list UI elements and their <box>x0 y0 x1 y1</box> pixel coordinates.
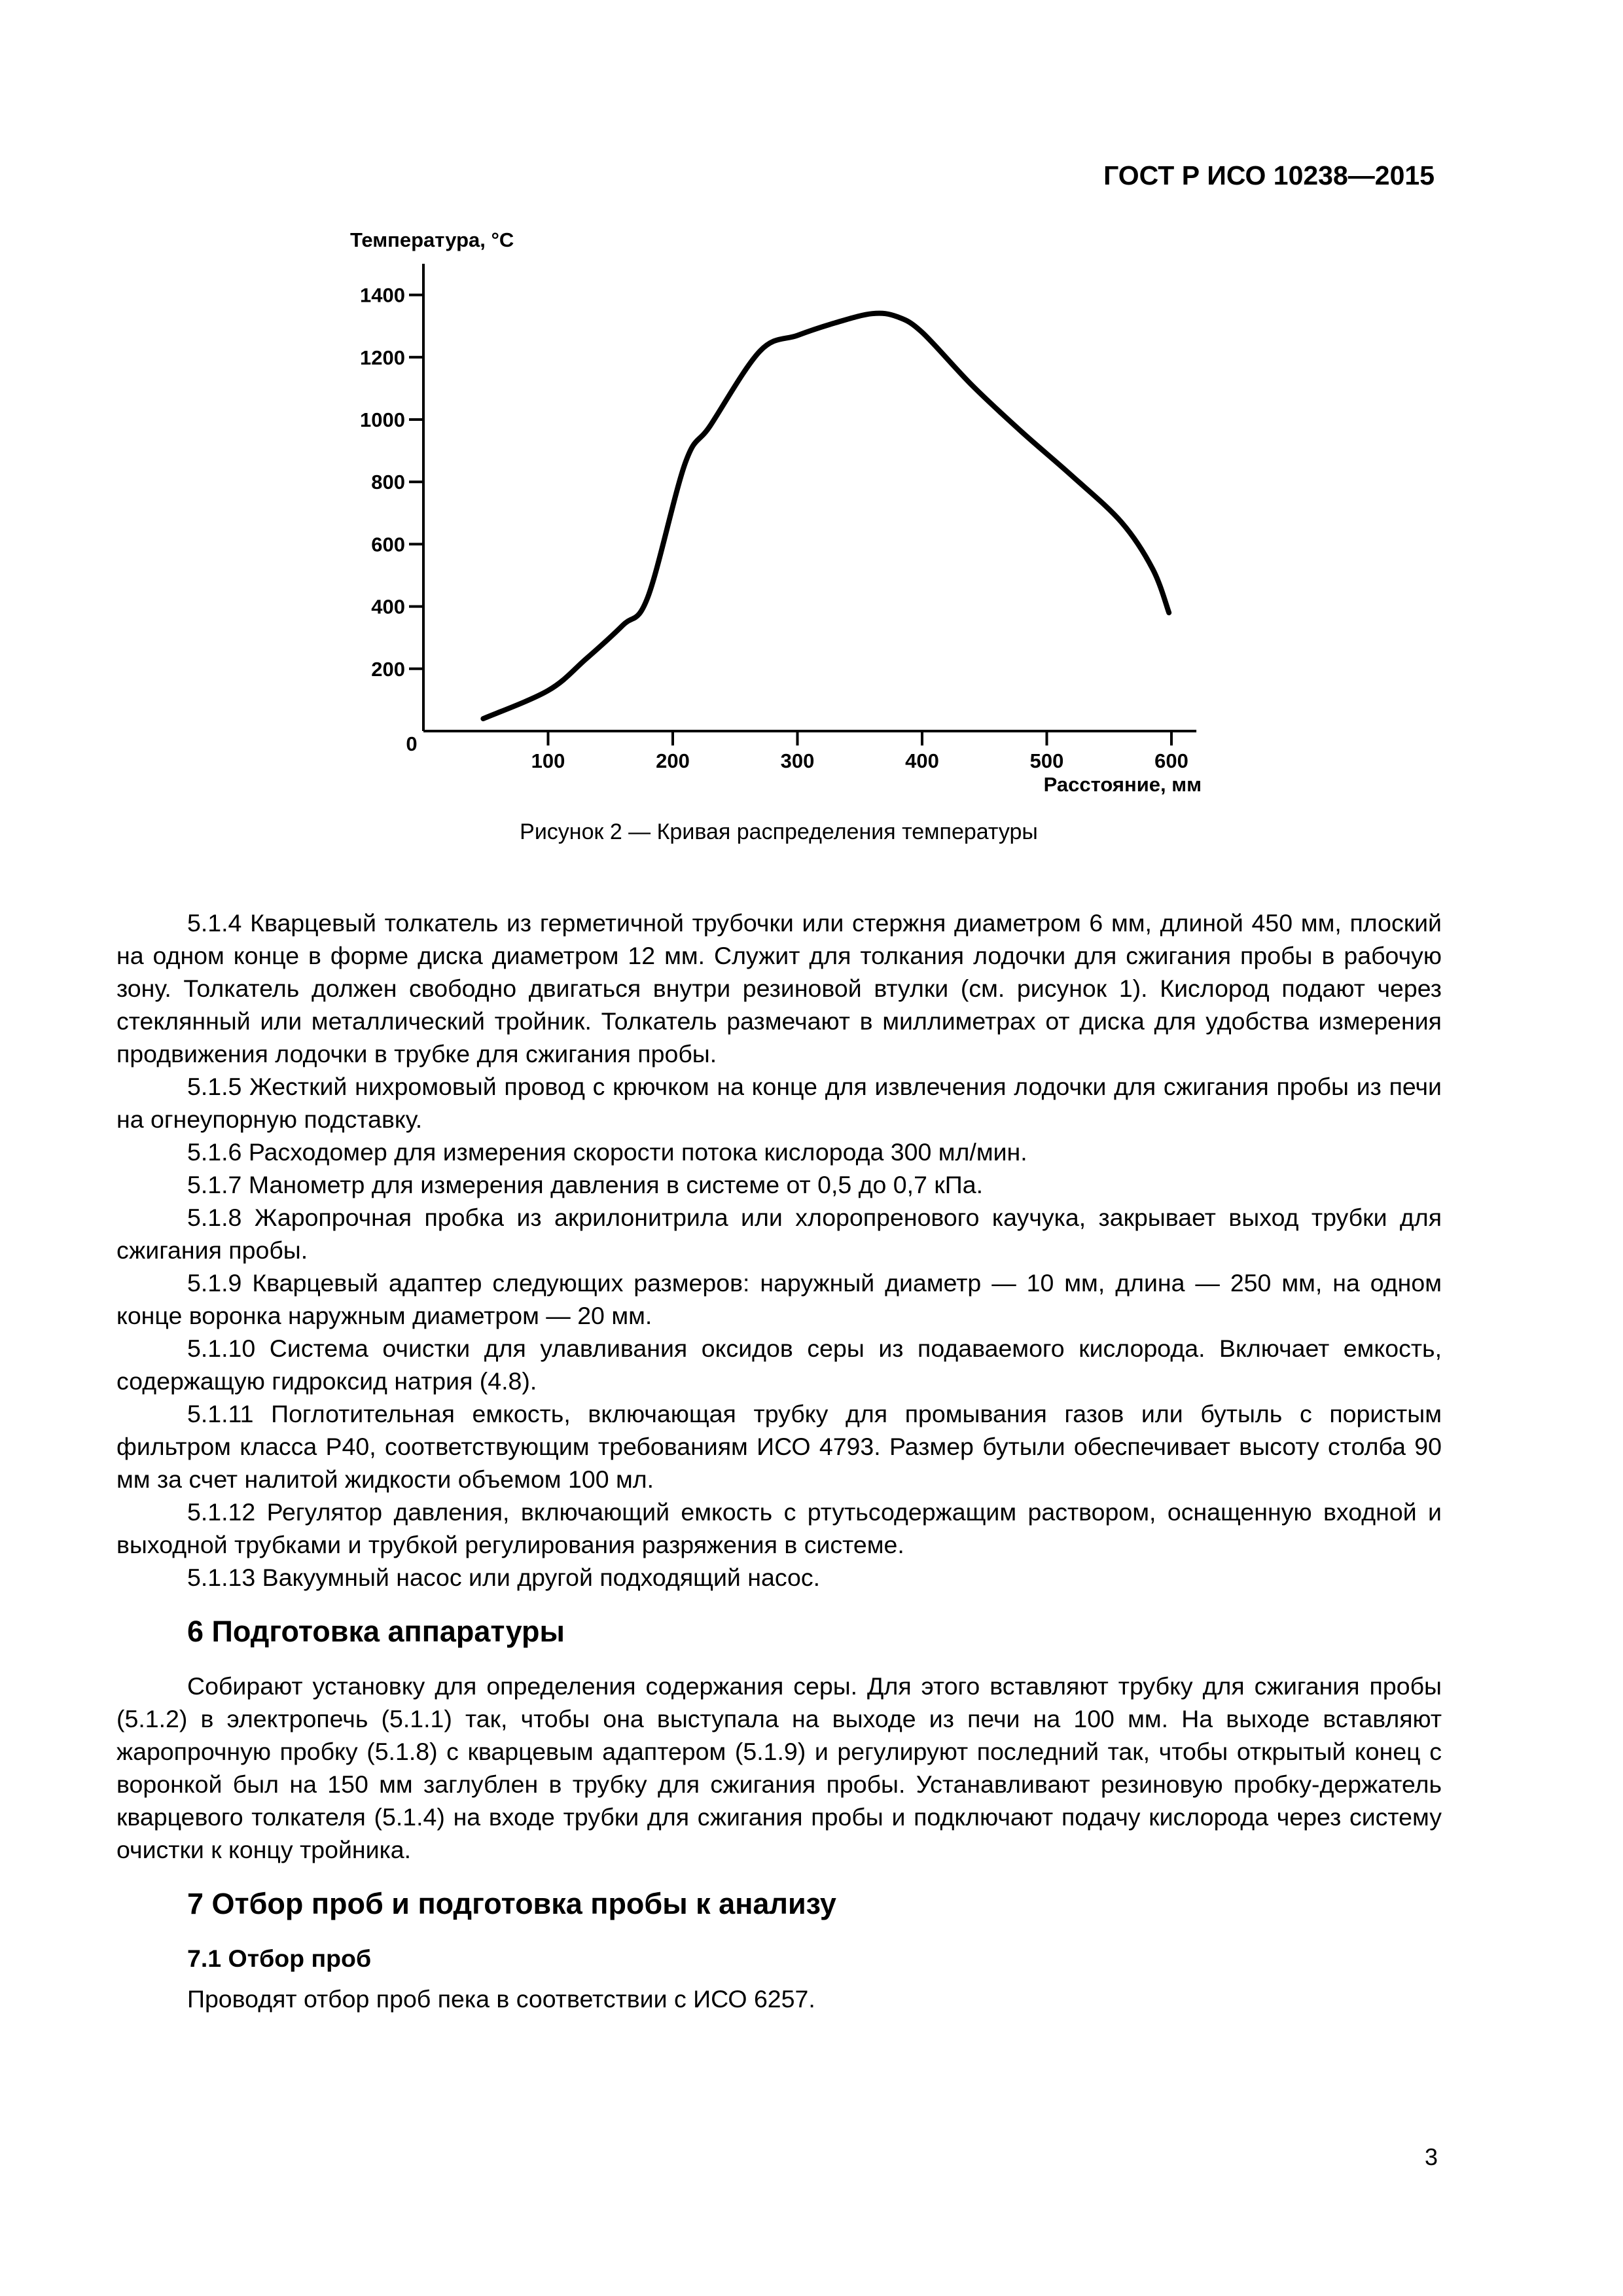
paragraph-5-1-13: 5.1.13 Вакуумный насос или другой подходящий насос. <box>187 1564 821 1591</box>
page-number: 3 <box>1424 2144 1438 2170</box>
origin-label: 0 <box>406 732 418 755</box>
x-tick-label: 100 <box>531 749 565 772</box>
subsection-heading-7-1: 7.1 Отбор проб <box>187 1945 372 1972</box>
x-axis-ticks <box>531 731 1188 772</box>
y-tick-label: 1400 <box>360 283 405 307</box>
paragraph-6: Собирают установку для определения содержания серы. Для этого вставляют трубку для сжигания пробы (5.1.2) в электропечь (5.1.1) так, чтобы она выступала на выходе из печи на 100 мм. На выходе вставляют жаропрочную пробку (5.1.8) с кварцевым адаптером (5.1.9) и регулируют последний так, чтобы открытый конец с воронкой был на 150 мм заглублен в трубку для сжигания пробы. Устанавливают резиновую пробку-держатель кварцевого толкателя (5.1.4) на входе трубки для сжигания пробы и подключают подачу кислорода через систему очистки к концу тройника. <box>116 1672 1442 1863</box>
document-body <box>116 906 1442 2015</box>
section-heading-6: 6 Подготовка аппаратуры <box>187 1615 565 1648</box>
x-tick-label: 400 <box>905 749 939 772</box>
paragraph-5-1-11: 5.1.11 Поглотительная емкость, включающая трубку для промывания газов или бутыль с пористым фильтром класса Р40, соответствующим требованиям ИСО 4793. Размер бутыли обеспечивает высоту столба 90 мм за счет налитой жидкости объемом 100 мл. <box>116 1400 1442 1493</box>
y-tick-label: 800 <box>371 471 405 494</box>
paragraph-5-1-5: 5.1.5 Жесткий нихромовый провод с крючком на конце для извлечения лодочки для сжигания пробы из печи на огнеупорную подставку. <box>116 1073 1442 1133</box>
y-tick-label: 200 <box>371 657 405 681</box>
temperature-curve <box>483 314 1169 719</box>
y-tick-label: 1200 <box>360 346 405 369</box>
x-tick-label: 300 <box>780 749 815 772</box>
temperature-distribution-chart <box>327 219 1230 808</box>
paragraph-5-1-9: 5.1.9 Кварцевый адаптер следующих размеров: наружный диаметр — 10 мм, длина — 250 мм, на одном конце воронка наружным диаметром — 20 мм. <box>116 1269 1442 1329</box>
paragraph-5-1-8: 5.1.8 Жаропрочная пробка из акрилонитрила или хлоропренового каучука, закрывает выход трубки для сжигания пробы. <box>116 1204 1442 1264</box>
section-heading-7: 7 Отбор проб и подготовка пробы к анализу <box>187 1887 836 1920</box>
y-tick-label: 1000 <box>360 408 405 431</box>
x-tick-label: 200 <box>656 749 690 772</box>
y-tick-label: 400 <box>371 595 405 619</box>
x-tick-label: 500 <box>1029 749 1064 772</box>
paragraph-5-1-10: 5.1.10 Система очистки для улавливания оксидов серы из подаваемого кислорода. Включает емкость, содержащую гидроксид натрия (4.8). <box>116 1335 1442 1395</box>
y-axis-label: Температура, °С <box>350 228 514 251</box>
y-tick-label: 600 <box>371 533 405 556</box>
paragraph-5-1-4: 5.1.4 Кварцевый толкатель из герметичной трубочки или стержня диаметром 6 мм, длиной 450 мм, плоский на одном конце в форме диска диаметром 12 мм. Служит для толкания лодочки для сжигания пробы в рабочую зону. Толкатель должен свободно двигаться внутри резиновой втулки (см. рисунок 1). Кислород подают через стеклянный или металлический тройник. Толкатель размечают в миллиметрах от диска для удобства измерения продвижения лодочки в трубке для сжигания пробы. <box>116 909 1442 1067</box>
chart-axes <box>423 264 1196 731</box>
paragraph-5-1-6: 5.1.6 Расходомер для измерения скорости потока кислорода 300 мл/мин. <box>187 1138 1027 1166</box>
paragraph-5-1-7: 5.1.7 Манометр для измерения давления в системе от 0,5 до 0,7 кПа. <box>187 1171 983 1198</box>
paragraph-5-1-12: 5.1.12 Регулятор давления, включающий емкость с ртутьсодержащим раствором, оснащенную входной и выходной трубками и трубкой регулирования разряжения в системе. <box>116 1498 1442 1558</box>
paragraph-7-1: Проводят отбор проб пека в соответствии с ИСО 6257. <box>187 1985 815 2013</box>
x-axis-label: Расстояние, мм <box>1043 773 1202 796</box>
figure-caption: Рисунок 2 — Кривая распределения температуры <box>520 819 1038 844</box>
y-axis-ticks <box>360 284 423 681</box>
document-code: ГОСТ Р ИСО 10238—2015 <box>1103 160 1435 190</box>
x-tick-label: 600 <box>1154 749 1188 772</box>
